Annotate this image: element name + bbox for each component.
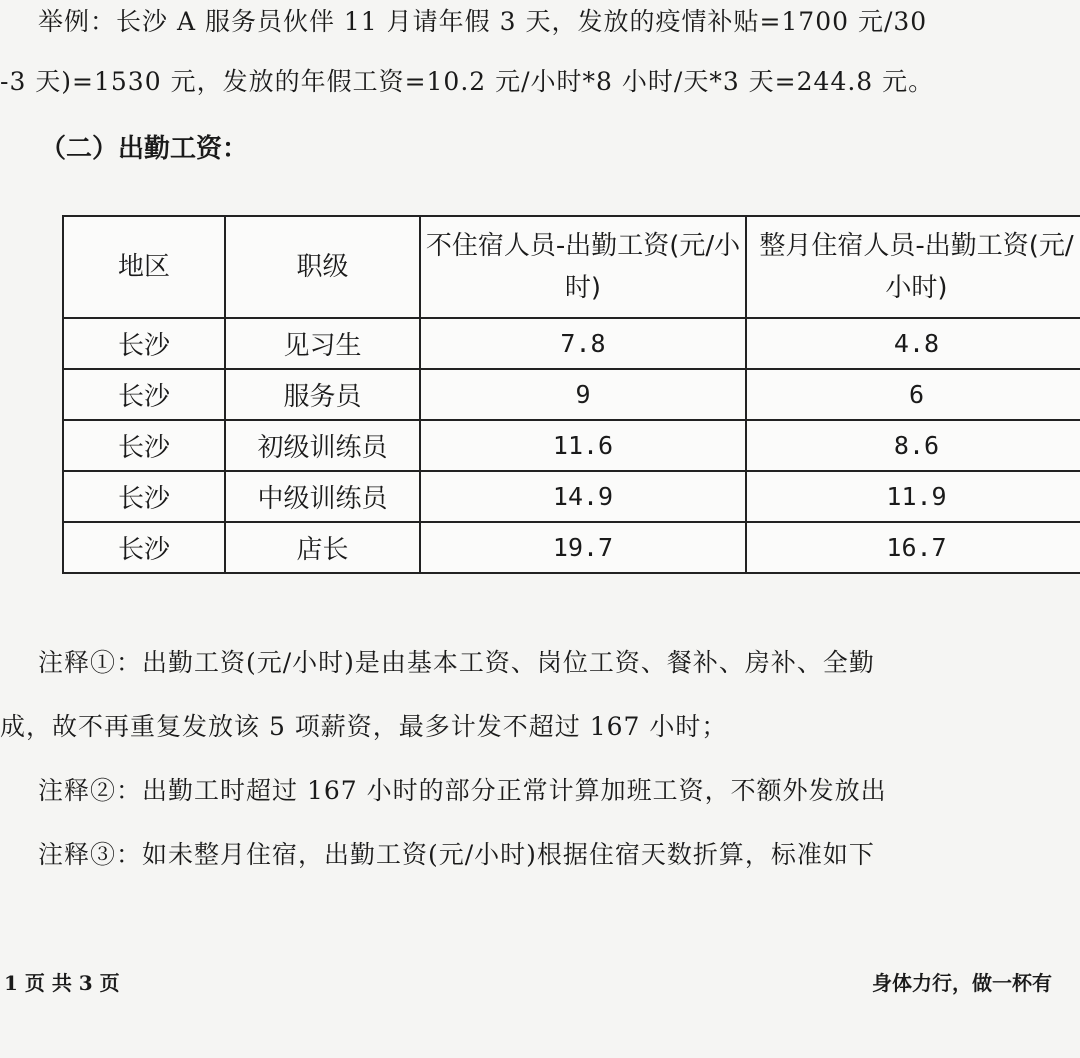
cell-resident-wage: 11.9 bbox=[746, 471, 1080, 522]
cell-non-resident-wage: 11.6 bbox=[420, 420, 746, 471]
cell-region: 长沙 bbox=[63, 420, 225, 471]
table-row bbox=[63, 471, 1080, 522]
header-level: 职级 bbox=[225, 216, 420, 318]
header-region: 地区 bbox=[63, 216, 225, 318]
cell-level: 初级训练员 bbox=[225, 420, 420, 471]
cell-non-resident-wage: 14.9 bbox=[420, 471, 746, 522]
example-line-1: 举例：长沙 A 服务员伙伴 11 月请年假 3 天，发放的疫情补贴=1700 元/30 bbox=[38, 7, 928, 36]
cell-region: 长沙 bbox=[63, 369, 225, 420]
cell-region: 长沙 bbox=[63, 471, 225, 522]
footer-slogan: 身体力行，做一杯有 bbox=[872, 971, 1052, 995]
table-row bbox=[63, 420, 1080, 471]
table-row bbox=[63, 522, 1080, 573]
note-2: 注释②：出勤工时超过 167 小时的部分正常计算加班工资，不额外发放出 bbox=[38, 776, 887, 805]
header-non-resident: 不住宿人员-出勤工资(元/小时) bbox=[420, 216, 746, 318]
table-header-row bbox=[63, 216, 1080, 318]
table-row bbox=[63, 369, 1080, 420]
note-1-line-1: 注释①：出勤工资(元/小时)是由基本工资、岗位工资、餐补、房补、全勤 bbox=[38, 648, 875, 677]
example-line-2: -3 天)=1530 元，发放的年假工资=10.2 元/小时*8 小时/天*3 天=244.8 元。 bbox=[0, 67, 935, 96]
attendance-wage-table bbox=[62, 215, 1080, 574]
note-1-line-2: 成，故不再重复发放该 5 项薪资，最多计发不超过 167 小时； bbox=[0, 712, 728, 741]
table-row bbox=[63, 318, 1080, 369]
cell-level: 服务员 bbox=[225, 369, 420, 420]
cell-resident-wage: 6 bbox=[746, 369, 1080, 420]
cell-resident-wage: 16.7 bbox=[746, 522, 1080, 573]
page-number: 1 页 共 3 页 bbox=[4, 971, 120, 995]
cell-non-resident-wage: 7.8 bbox=[420, 318, 746, 369]
cell-non-resident-wage: 19.7 bbox=[420, 522, 746, 573]
cell-level: 店长 bbox=[225, 522, 420, 573]
cell-region: 长沙 bbox=[63, 522, 225, 573]
cell-non-resident-wage: 9 bbox=[420, 369, 746, 420]
cell-level: 中级训练员 bbox=[225, 471, 420, 522]
section-heading: （二）出勤工资： bbox=[40, 134, 249, 164]
note-3: 注释③：如未整月住宿，出勤工资(元/小时)根据住宿天数折算，标准如下 bbox=[38, 840, 875, 869]
cell-region: 长沙 bbox=[63, 318, 225, 369]
cell-resident-wage: 8.6 bbox=[746, 420, 1080, 471]
cell-resident-wage: 4.8 bbox=[746, 318, 1080, 369]
cell-level: 见习生 bbox=[225, 318, 420, 369]
header-resident: 整月住宿人员-出勤工资(元/小时) bbox=[746, 216, 1080, 318]
